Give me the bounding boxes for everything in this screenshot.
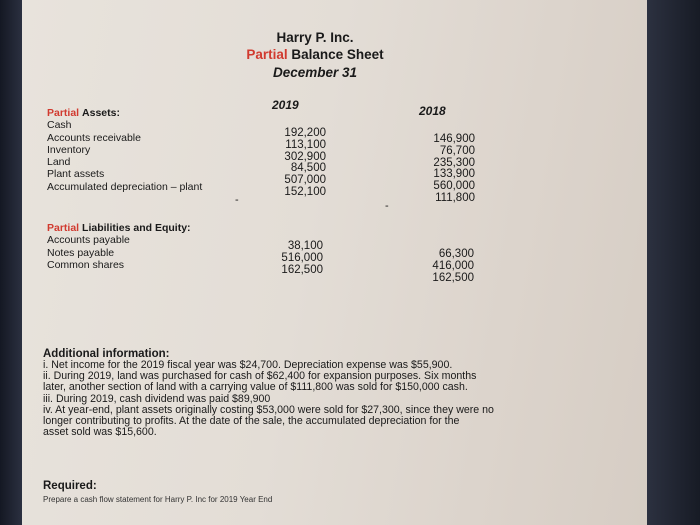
assets-section bbox=[47, 107, 202, 193]
liability-2019-notes-payable: 516,000 bbox=[281, 251, 323, 264]
liability-label-common-shares: Common shares bbox=[47, 258, 125, 271]
liabilities-heading-prefix: Partial bbox=[47, 222, 80, 234]
liabilities-2018-column bbox=[419, 249, 474, 284]
additional-info-line: iii. During 2019, cash dividend was paid $89,900 bbox=[43, 392, 271, 405]
liability-2019-accounts-payable: 38,100 bbox=[287, 240, 323, 252]
assets-heading-prefix: Partial bbox=[47, 107, 80, 119]
asset-label-plant-assets: Plant assets bbox=[47, 168, 105, 181]
dash-2018: - bbox=[385, 200, 389, 212]
asset-2018-inventory: 235,300 bbox=[433, 156, 475, 169]
required-text: Prepare a cash flow statement for Harry P. Inc for 2019 Year End bbox=[43, 495, 273, 504]
asset-2019-plant-assets: 507,000 bbox=[284, 174, 326, 187]
background-right bbox=[647, 0, 700, 525]
asset-label-cash: Cash bbox=[47, 119, 72, 132]
additional-info-line: iv. At year-end, plant assets originally costing $53,000 were sold for $27,300, since they were no bbox=[43, 403, 494, 416]
asset-2019-land: 84,500 bbox=[290, 162, 326, 175]
asset-label-accounts-receivable: Accounts receivable bbox=[47, 131, 141, 144]
asset-2018-land: 133,900 bbox=[433, 168, 475, 181]
background-left bbox=[0, 0, 22, 525]
column-header-2019: 2019 bbox=[272, 98, 299, 112]
assets-2018-column bbox=[420, 134, 475, 205]
additional-info-line: longer contributing to profits. At the date of the sale, the accumulated depreciation for the bbox=[43, 415, 460, 428]
document-page bbox=[22, 0, 647, 525]
asset-label-inventory: Inventory bbox=[47, 143, 91, 156]
statement-title-prefix: Partial bbox=[246, 47, 288, 62]
statement-date: December 31 bbox=[272, 65, 358, 80]
assets-heading-rest: Assets: bbox=[82, 107, 120, 119]
asset-2018-cash: 146,900 bbox=[433, 133, 475, 145]
liability-2018-common-shares: 162,500 bbox=[432, 271, 474, 284]
asset-2018-accumulated-depreciation: 111,800 bbox=[435, 191, 475, 204]
company-name: Harry P. Inc. bbox=[276, 30, 354, 45]
additional-info-line: asset sold was $15,600. bbox=[43, 426, 157, 439]
asset-label-land: Land bbox=[47, 156, 71, 169]
asset-2019-accumulated-depreciation: 152,100 bbox=[284, 185, 326, 198]
statement-title-rest: Balance Sheet bbox=[291, 47, 384, 62]
liabilities-heading-rest: Liabilities and Equity: bbox=[82, 222, 191, 234]
column-header-2018: 2018 bbox=[419, 104, 446, 118]
asset-2018-plant-assets: 560,000 bbox=[433, 180, 475, 193]
additional-info-line: i. Net income for the 2019 fiscal year was $24,700. Depreciation expense was $55,900. bbox=[43, 359, 453, 371]
liability-2019-common-shares: 162,500 bbox=[281, 263, 323, 276]
liabilities-2019-column bbox=[269, 241, 323, 276]
liability-label-notes-payable: Notes payable bbox=[47, 246, 115, 259]
statement-title bbox=[212, 47, 418, 62]
asset-2019-cash: 192,200 bbox=[284, 127, 326, 139]
additional-info-line: ii. During 2019, land was purchased for cash of $62,400 for expansion purposes. Six months bbox=[43, 370, 477, 383]
assets-heading bbox=[47, 107, 202, 119]
asset-2019-accounts-receivable: 113,100 bbox=[285, 138, 326, 151]
assets-2019-column bbox=[272, 128, 326, 199]
additional-info-title: Additional information: bbox=[43, 348, 170, 360]
dash-2019: - bbox=[235, 194, 239, 206]
liability-label-accounts-payable: Accounts payable bbox=[47, 234, 130, 247]
additional-info-line: later, another section of land with a carrying value of $111,800 was sold for $150,000 cash. bbox=[43, 381, 468, 394]
additional-info-body bbox=[43, 360, 494, 438]
liabilities-heading bbox=[47, 222, 191, 234]
liabilities-section bbox=[47, 222, 191, 271]
required-title: Required: bbox=[43, 480, 97, 492]
asset-label-accumulated-depreciation: Accumulated depreciation – plant bbox=[47, 180, 203, 193]
asset-2018-accounts-receivable: 76,700 bbox=[439, 144, 475, 157]
asset-2019-inventory: 302,900 bbox=[284, 150, 326, 163]
liability-2018-accounts-payable: 66,300 bbox=[438, 248, 474, 260]
liability-2018-notes-payable: 416,000 bbox=[432, 259, 474, 272]
